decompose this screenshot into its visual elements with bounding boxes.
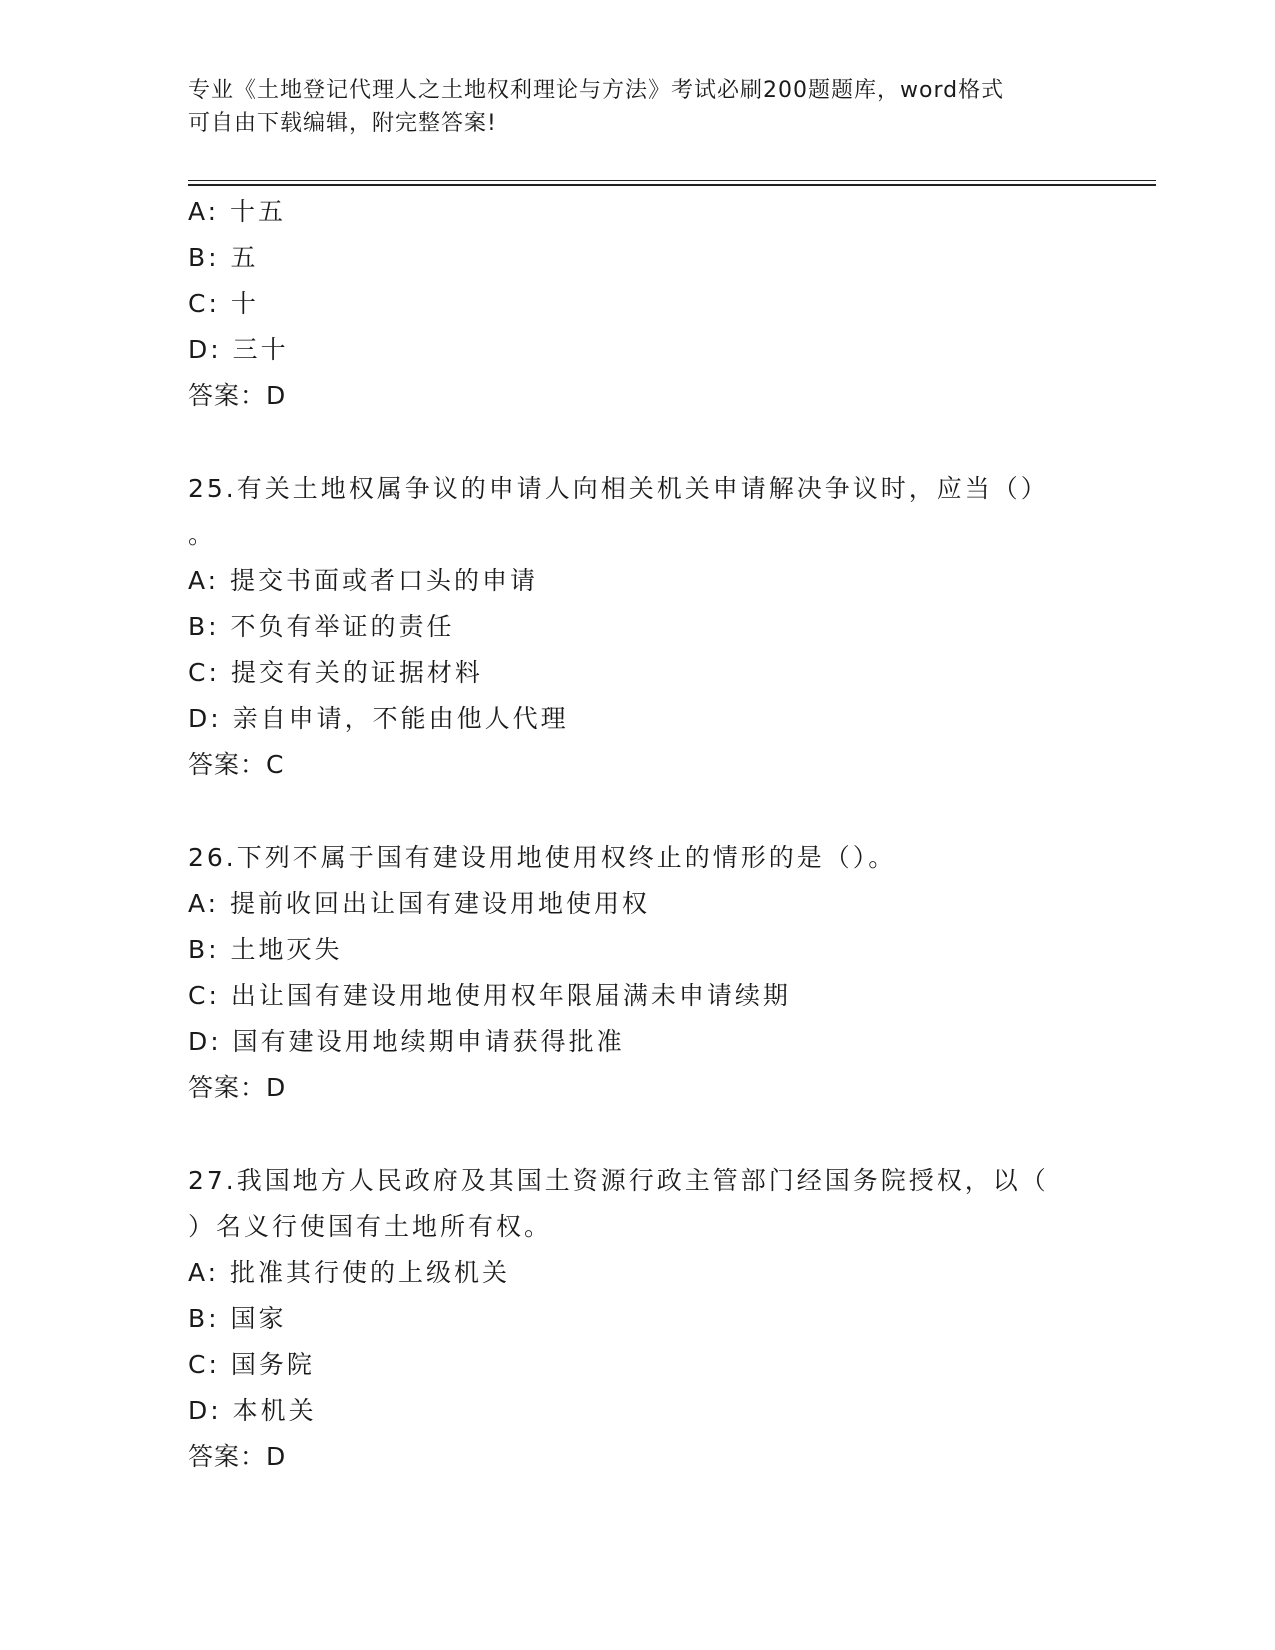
header-line-1: 专业《土地登记代理人之土地权利理论与方法》考试必刷200题题库，word格式 [188, 78, 1005, 103]
header-line-2: 可自由下载编辑，附完整答案! [188, 111, 497, 136]
question-text-continued: ）名义行使国有土地所有权。 [188, 1212, 553, 1241]
document-header [188, 74, 1088, 140]
option-a: A: 批准其行使的上级机关 [188, 1258, 511, 1287]
option-b: B: 国家 [188, 1304, 287, 1333]
answer-label: 答案：D [188, 1442, 287, 1471]
answer-label: 答案：D [188, 381, 287, 410]
option-b: B: 土地灭失 [188, 935, 343, 964]
option-b: B: 五 [188, 243, 259, 272]
option-d: D: 亲自申请，不能由他人代理 [188, 704, 569, 733]
option-c: C: 提交有关的证据材料 [188, 658, 483, 687]
question-text: 25.有关土地权属争议的申请人向相关机关申请解决争议时，应当（） [188, 474, 1049, 503]
option-c: C: 国务院 [188, 1350, 315, 1379]
question-text: 26.下列不属于国有建设用地使用权终止的情形的是（）。 [188, 843, 897, 872]
header-divider-thin [188, 180, 1156, 181]
question-24-continued [188, 189, 1088, 419]
question-text: 27.我国地方人民政府及其国土资源行政主管部门经国务院授权，以（ [188, 1166, 1049, 1195]
option-d: D: 本机关 [188, 1396, 317, 1425]
option-d: D: 国有建设用地续期申请获得批准 [188, 1027, 625, 1056]
question-list [188, 189, 1088, 1480]
answer-label: 答案：C [188, 750, 285, 779]
question-25 [188, 466, 1088, 788]
option-b: B: 不负有举证的责任 [188, 612, 455, 641]
answer-label: 答案：D [188, 1073, 287, 1102]
option-a: A: 提前收回出让国有建设用地使用权 [188, 889, 651, 918]
question-text-continued: 。 [188, 520, 217, 549]
option-a: A: 十五 [188, 197, 287, 226]
option-a: A: 提交书面或者口头的申请 [188, 566, 539, 595]
option-d: D: 三十 [188, 335, 289, 364]
option-c: C: 出让国有建设用地使用权年限届满未申请续期 [188, 981, 791, 1010]
question-26 [188, 835, 1088, 1111]
option-c: C: 十 [188, 289, 259, 318]
header-divider-thick [188, 184, 1156, 186]
question-27 [188, 1158, 1088, 1480]
